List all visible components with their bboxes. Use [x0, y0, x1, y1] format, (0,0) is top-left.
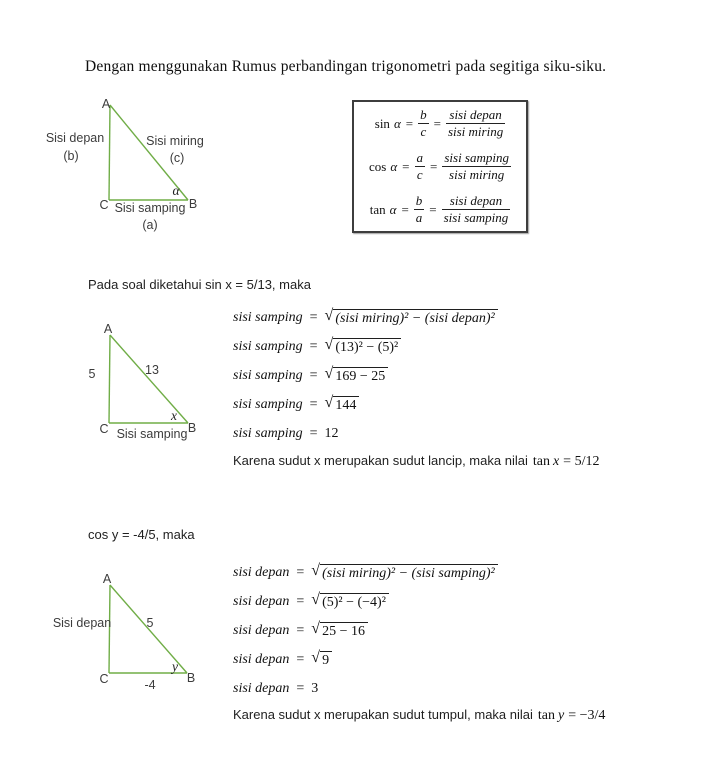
side-depan-label: Sisi depan [52, 616, 112, 630]
trig-formula-box [352, 100, 528, 233]
sqrt-expression: √ (sisi miring)² − (sisi depan)² [325, 309, 498, 327]
equation-step: sisi samping = √ 169 − 25 [233, 361, 498, 390]
fraction-bc: $\frac{b}{c}$ [420, 106, 427, 139]
formula-row-cos [369, 150, 511, 184]
side-samping-label: Sisi samping [114, 201, 186, 215]
fraction-samping-miring: $\frac{\text{sisi samping}}{\text{sisi miring}}$ [444, 149, 509, 182]
side-bottom-value: -4 [144, 678, 156, 692]
equation-step: sisi samping = √ 144 [233, 390, 498, 419]
equation-step: sisi samping = 12 [233, 425, 339, 441]
vertex-c-label: C [99, 422, 109, 436]
section2-conclusion: Karena sudut x merupakan sudut lancip, maka nilai tan x = 5/12 [233, 453, 600, 469]
fraction-depan-miring: $\frac{\text{sisi depan}}{\text{sisi miring}}$ [447, 106, 504, 139]
equals-sign: = [429, 201, 437, 217]
side-samping-sub: (a) [142, 218, 158, 232]
result-value: 3 [311, 680, 319, 696]
equation-step: sisi depan = √ (sisi miring)² − (sisi samping)² [233, 558, 498, 587]
tan-label: tan [537, 708, 555, 723]
equation-step: sisi depan = 3 [233, 680, 319, 696]
fraction-ac: $\frac{a}{c}$ [416, 149, 423, 182]
equals-sign: = [309, 396, 318, 412]
equals-sign: = [309, 309, 318, 325]
tan-value: = −3/4 [568, 708, 606, 723]
angle-alpha-label: α [172, 183, 180, 198]
sqrt-icon: √ [311, 648, 321, 666]
equals-sign: = [296, 651, 305, 667]
vertex-a-label: A [101, 97, 111, 111]
fraction-depan-samping: $\frac{\text{sisi depan}}{\text{sisi samping}}$ [443, 192, 509, 225]
sqrt-expression: √ (13)² − (5)² [325, 338, 402, 356]
equals-sign: = [309, 425, 318, 441]
formula-row-sin [375, 107, 505, 141]
angle-variable: y [558, 708, 565, 723]
equals-sign: = [309, 367, 318, 383]
tan-label: tan [532, 454, 550, 469]
sqrt-expression: √ 144 [325, 396, 360, 414]
cosy-triangle-diagram [45, 570, 205, 695]
page-title: Dengan menggunakan Rumus perbandingan trigonometri pada segitiga siku-siku. [85, 58, 607, 75]
angle-variable: x [552, 454, 560, 469]
tan-label: tan [369, 201, 386, 217]
sqrt-icon: √ [324, 306, 334, 324]
sqrt-expression: √ 169 − 25 [325, 367, 389, 385]
side-miring-label: Sisi miring [146, 134, 204, 148]
side-miring-sub: (c) [169, 151, 185, 165]
result-value: 12 [324, 425, 339, 441]
sin-label: sin [374, 115, 390, 131]
tan-value: = 5/12 [563, 454, 600, 469]
equation-step: sisi depan = √ 9 [233, 645, 498, 674]
vertex-c-label: C [99, 198, 109, 212]
equals-sign: = [433, 115, 441, 131]
sqrt-icon: √ [324, 393, 334, 411]
equals-sign: = [296, 564, 305, 580]
side-left-value: 5 [88, 367, 96, 381]
alpha-symbol: α [393, 115, 401, 131]
sqrt-expression: √ 9 [311, 651, 332, 669]
sqrt-icon: √ [324, 364, 334, 382]
sinx-triangle-diagram [85, 320, 205, 445]
triangle-side-left [109, 335, 110, 423]
sqrt-icon: √ [311, 619, 321, 637]
hypotenuse-value: 5 [146, 616, 154, 630]
formula-row-tan [370, 193, 511, 227]
sqrt-expression: √ (sisi miring)² − (sisi samping)² [311, 564, 497, 582]
vertex-a-label: A [103, 322, 113, 336]
equals-sign: = [296, 622, 305, 638]
equals-sign: = [405, 115, 414, 131]
equation-step: sisi depan = √ (5)² − (−4)² [233, 587, 498, 616]
side-depan-sub: (b) [63, 149, 79, 163]
vertex-b-label: B [188, 197, 198, 211]
alpha-symbol: α [389, 201, 397, 217]
vertex-b-label: B [186, 671, 196, 685]
triangle-side-left [109, 105, 110, 200]
cos-label: cos [368, 158, 387, 174]
alpha-symbol: α [390, 158, 398, 174]
sqrt-icon: √ [324, 335, 334, 353]
equals-sign: = [430, 158, 438, 174]
hypotenuse-value: 13 [145, 363, 159, 377]
sqrt-icon: √ [311, 561, 321, 579]
section3-equations [233, 558, 498, 703]
section2-equations [233, 303, 498, 448]
equation-step: sisi samping = √ (sisi miring)² − (sisi depan)² [233, 303, 498, 332]
vertex-b-label: B [187, 421, 197, 435]
equals-sign: = [401, 201, 409, 217]
sqrt-expression: √ (5)² − (−4)² [311, 593, 389, 611]
equals-sign: = [309, 338, 318, 354]
equals-sign: = [402, 158, 410, 174]
angle-y-label: y [172, 659, 178, 674]
vertex-a-label: A [102, 572, 112, 586]
equals-sign: = [296, 680, 305, 696]
section3-intro: cos y = -4/5, maka [88, 527, 195, 542]
reference-triangle-diagram [40, 95, 230, 235]
equation-step: sisi depan = √ 25 − 16 [233, 616, 498, 645]
equation-step: sisi samping = √ (13)² − (5)² [233, 332, 498, 361]
vertex-c-label: C [99, 672, 109, 686]
angle-x-label: x [171, 408, 177, 423]
sqrt-expression: √ 25 − 16 [311, 622, 368, 640]
sqrt-icon: √ [311, 590, 321, 608]
equals-sign: = [296, 593, 305, 609]
fraction-ba: $\frac{b}{a}$ [415, 192, 423, 225]
side-depan-label: Sisi depan [45, 131, 105, 145]
section3-conclusion: Karena sudut x merupakan sudut tumpul, maka nilai tan y = −3/4 [233, 707, 606, 723]
section2-intro: Pada soal diketahui sin x = 5/13, maka [88, 277, 311, 292]
side-samping-label: Sisi samping [116, 427, 188, 441]
